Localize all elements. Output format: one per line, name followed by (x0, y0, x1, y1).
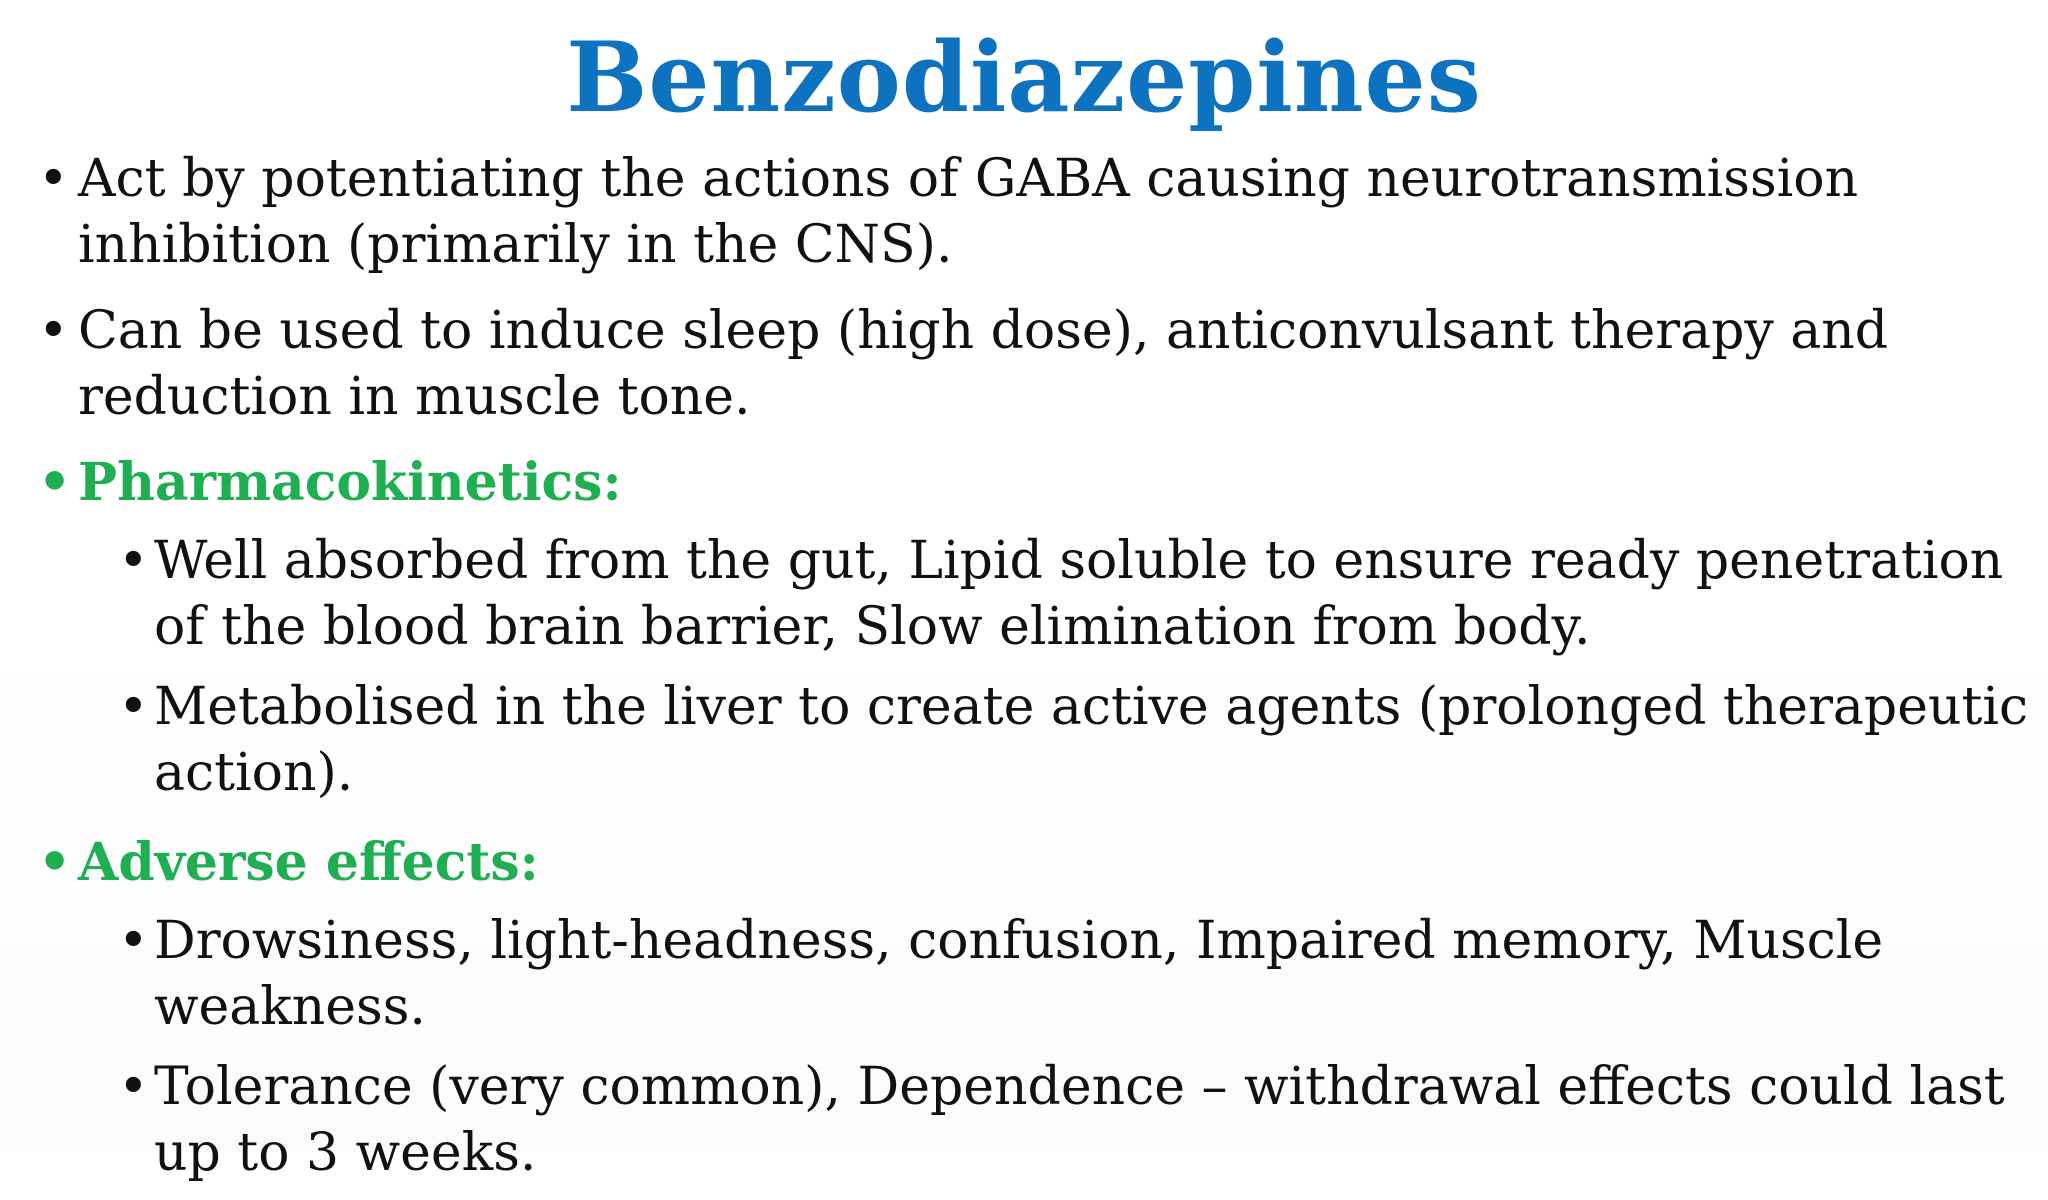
bullet-marker: • (38, 452, 72, 513)
heading-text: Adverse effects: (78, 832, 539, 893)
bullet-marker: • (38, 149, 69, 209)
sub-bullet-item (118, 528, 2034, 660)
bullet-marker: • (118, 677, 149, 737)
bullet-text: Can be used to induce sleep (high dose), anticonvulsant therapy and reduction in muscle tone. (78, 301, 1889, 427)
bullet-item (38, 298, 2038, 430)
heading-text: Pharmacokinetics: (78, 452, 622, 513)
bullet-text: Act by potentiating the actions of GABA causing neurotransmission inhibition (primarily in the CNS). (78, 149, 1859, 275)
pharmacokinetics-heading (38, 450, 2038, 516)
sub-bullet-text: Metabolised in the liver to create active agents (prolonged therapeutic action). (154, 677, 2029, 803)
spacer (38, 820, 2038, 830)
bullet-marker: • (118, 911, 149, 971)
slide-content (38, 146, 2038, 1200)
bullet-marker: • (118, 531, 149, 591)
slide-title: Benzodiazepines (566, 21, 1482, 134)
bullet-marker: • (118, 1057, 149, 1117)
bullet-marker: • (38, 832, 72, 893)
adverse-effects-heading (38, 830, 2038, 896)
bullet-item (38, 146, 2038, 278)
bullet-marker: • (38, 301, 69, 361)
sub-bullet-text: Tolerance (very common), Dependence – withdrawal effects could last up to 3 weeks. (154, 1057, 2005, 1183)
sub-bullet-item (118, 1054, 2034, 1186)
sub-bullet-text: Drowsiness, light-headness, confusion, Impaired memory, Muscle weakness. (154, 911, 1884, 1037)
sub-bullet-item (118, 674, 2034, 806)
sub-bullet-text: Well absorbed from the gut, Lipid soluble to ensure ready penetration of the blood brain barrier, Slow elimination from body. (154, 531, 2004, 657)
sub-bullet-item (118, 908, 2034, 1040)
